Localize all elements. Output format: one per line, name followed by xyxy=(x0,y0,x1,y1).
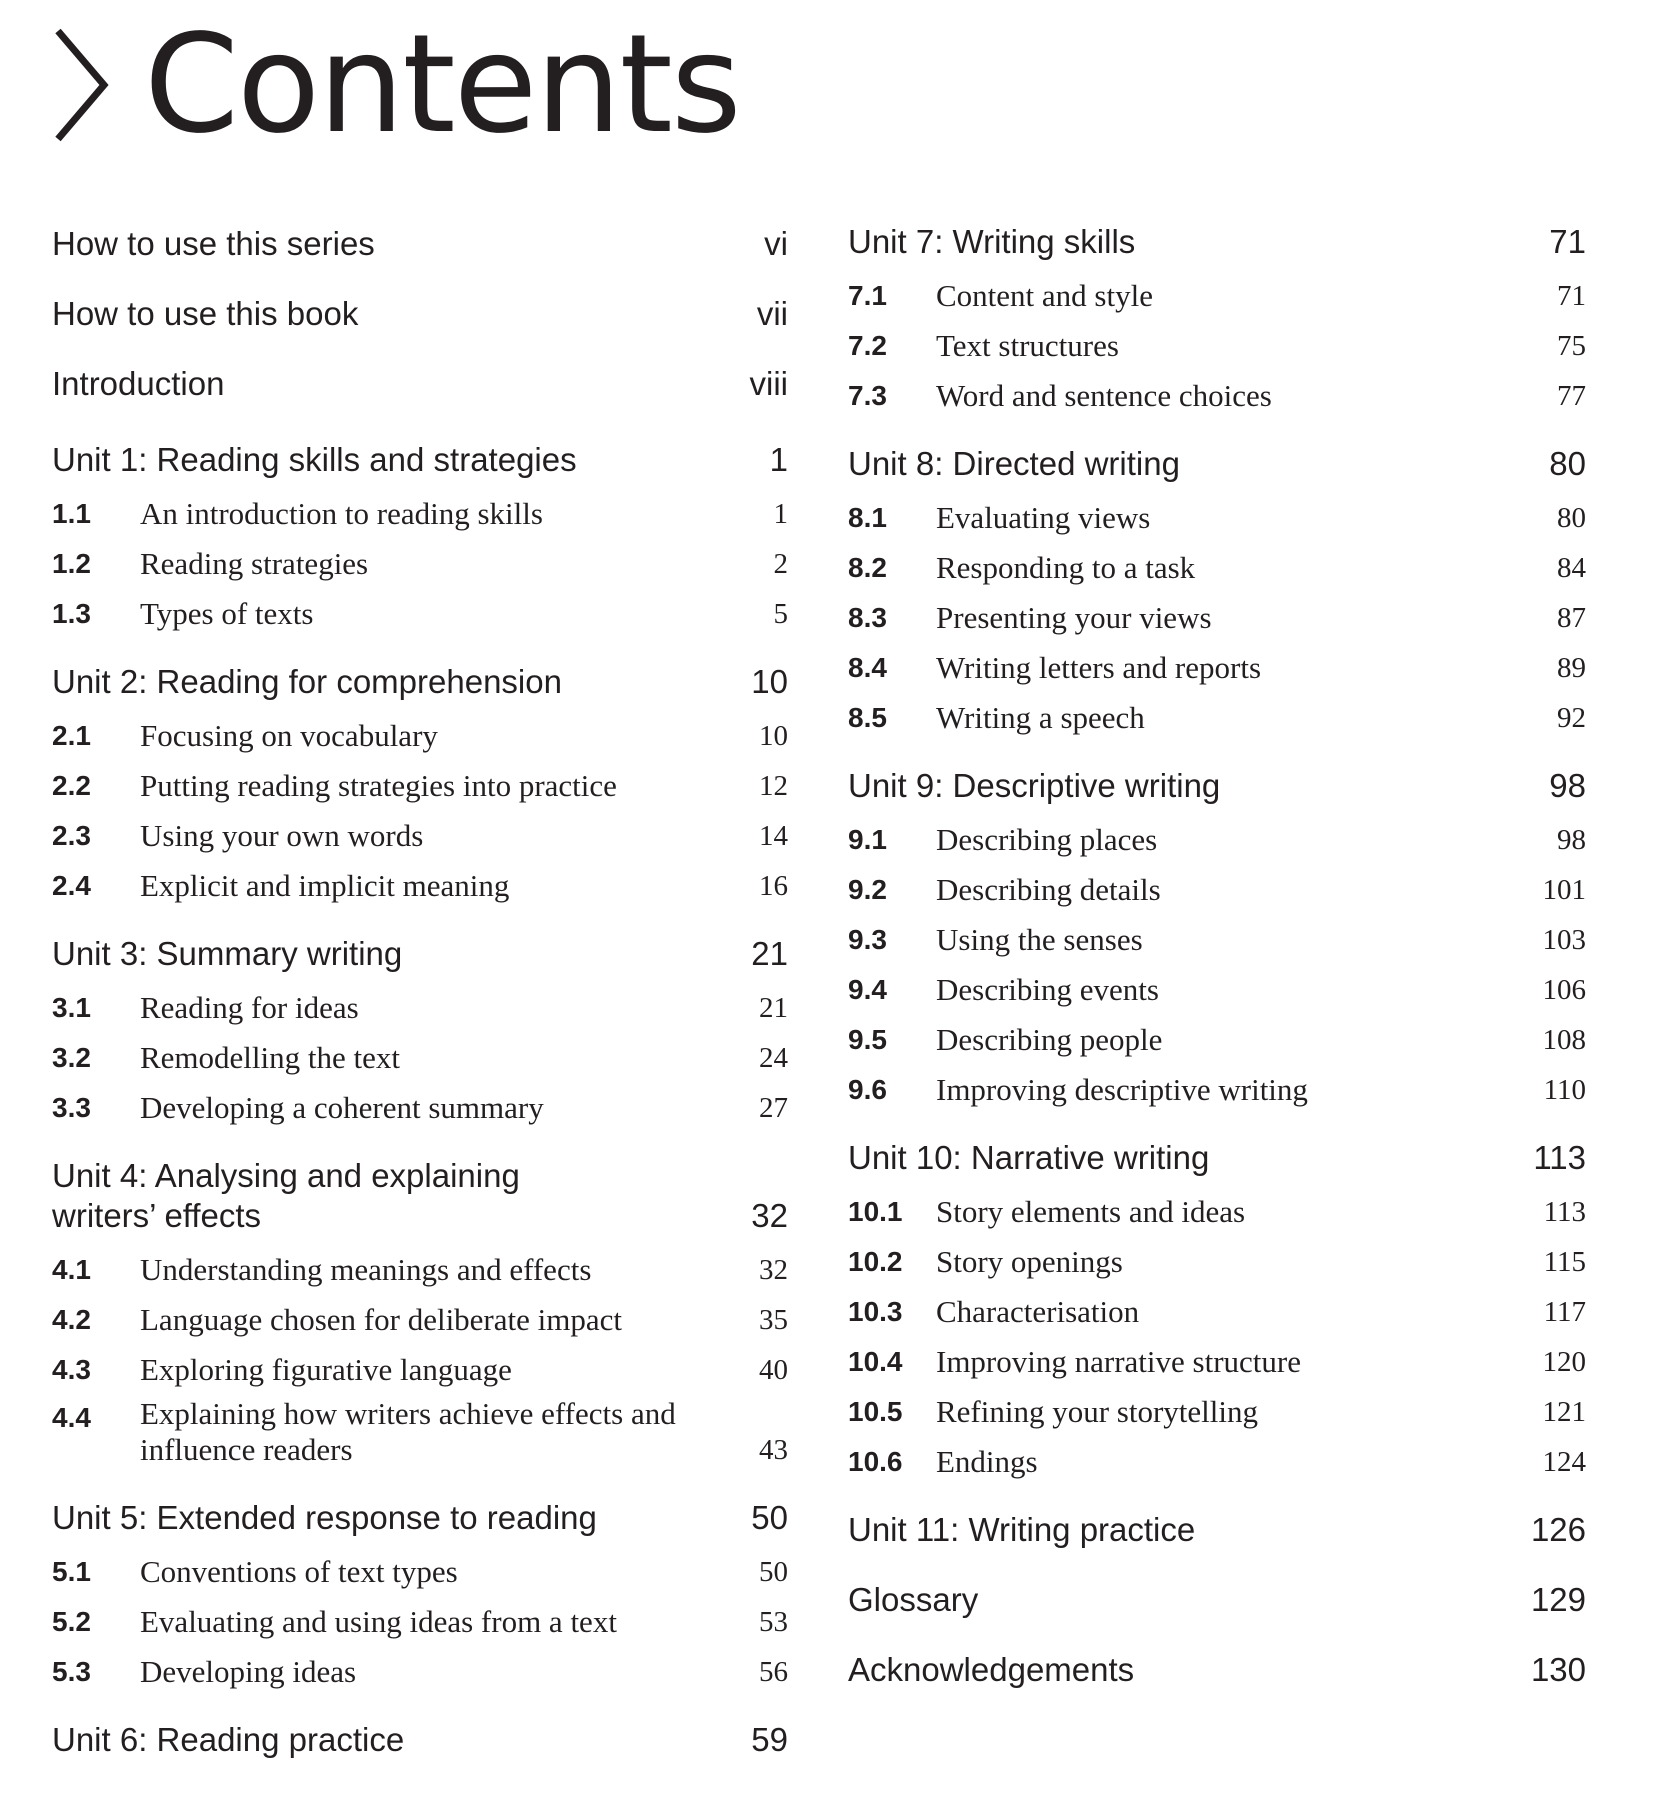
section-title: Developing ideas xyxy=(140,1654,357,1689)
unit-5 xyxy=(52,1498,788,1694)
section-number: 9.2 xyxy=(848,874,887,905)
unit-page: 98 xyxy=(1549,767,1586,804)
section-number: 10.6 xyxy=(848,1446,903,1477)
section-entry[interactable] xyxy=(848,1334,1586,1384)
section-number: 3.1 xyxy=(52,992,91,1023)
section-entry[interactable] xyxy=(848,490,1586,540)
section-entry[interactable] xyxy=(52,1644,788,1694)
section-entry[interactable] xyxy=(52,980,788,1030)
section-entry[interactable] xyxy=(52,1544,788,1594)
section-entry[interactable] xyxy=(52,758,788,808)
section-entry[interactable] xyxy=(52,808,788,858)
section-page: 10 xyxy=(759,720,788,752)
entry-page: viii xyxy=(749,365,788,402)
section-title: Language chosen for deliberate impact xyxy=(140,1302,622,1337)
unit-page: 71 xyxy=(1549,223,1586,260)
section-number: 2.4 xyxy=(52,870,91,901)
section-number: 5.1 xyxy=(52,1556,91,1587)
section-number: 10.3 xyxy=(848,1296,903,1327)
section-page: 106 xyxy=(1542,974,1586,1006)
section-title: Understanding meanings and effects xyxy=(140,1252,592,1287)
section-page: 12 xyxy=(759,770,788,802)
toc-entry-acknowledgements[interactable] xyxy=(848,1646,1586,1716)
section-page: 16 xyxy=(759,870,788,902)
section-number: 4.3 xyxy=(52,1354,91,1385)
unit-heading[interactable] xyxy=(52,662,788,708)
entry-page: 129 xyxy=(1530,1581,1586,1618)
chevron-right-icon xyxy=(50,25,112,145)
section-title: Types of texts xyxy=(140,596,314,631)
section-page: 24 xyxy=(759,1042,788,1074)
section-entry[interactable] xyxy=(848,812,1586,862)
section-page: 117 xyxy=(1543,1296,1586,1328)
section-number: 3.3 xyxy=(52,1092,91,1123)
toc-entry-book[interactable] xyxy=(52,290,788,360)
unit-8 xyxy=(848,444,1586,740)
unit-title: Unit 7: Writing skills xyxy=(848,223,1136,260)
section-entry[interactable] xyxy=(848,1012,1586,1062)
section-number: 10.1 xyxy=(848,1196,903,1227)
section-title: Characterisation xyxy=(936,1294,1140,1329)
section-number: 8.3 xyxy=(848,602,887,633)
section-entry[interactable] xyxy=(848,1284,1586,1334)
section-entry[interactable] xyxy=(848,912,1586,962)
toc-entry-introduction[interactable] xyxy=(52,360,788,430)
section-title: Remodelling the text xyxy=(140,1040,401,1075)
section-entry[interactable] xyxy=(848,368,1586,418)
section-entry[interactable] xyxy=(52,1392,788,1472)
section-title: Writing a speech xyxy=(936,700,1145,735)
section-entry[interactable] xyxy=(848,318,1586,368)
section-title: Evaluating and using ideas from a text xyxy=(140,1604,617,1639)
section-page: 77 xyxy=(1557,380,1586,412)
unit-title xyxy=(52,1156,751,1236)
section-entry[interactable] xyxy=(848,1234,1586,1284)
section-title: Story openings xyxy=(936,1244,1123,1279)
section-entry[interactable] xyxy=(848,640,1586,690)
section-number: 7.1 xyxy=(848,280,887,311)
section-title: Using the senses xyxy=(936,922,1143,957)
section-page: 27 xyxy=(759,1092,788,1124)
unit-title: Unit 10: Narrative writing xyxy=(848,1139,1210,1176)
section-page: 108 xyxy=(1542,1024,1586,1056)
section-number: 4.1 xyxy=(52,1254,91,1285)
section-number: 8.4 xyxy=(848,652,887,683)
unit-title: Unit 2: Reading for comprehension xyxy=(52,663,562,700)
section-title: Evaluating views xyxy=(936,500,1151,535)
section-number: 2.2 xyxy=(52,770,91,801)
unit-page: 80 xyxy=(1549,445,1586,482)
section-page: 21 xyxy=(759,992,788,1024)
unit-title: Unit 1: Reading skills and strategies xyxy=(52,441,577,478)
section-title-line: influence readers xyxy=(140,1432,353,1467)
unit-7 xyxy=(848,222,1586,418)
section-page: 121 xyxy=(1542,1396,1586,1428)
unit-page: 32 xyxy=(751,1197,788,1234)
unit-9 xyxy=(848,766,1586,1112)
toc-right-column xyxy=(848,222,1586,1716)
section-number: 3.2 xyxy=(52,1042,91,1073)
section-page: 89 xyxy=(1557,652,1586,684)
unit-heading[interactable] xyxy=(52,1498,788,1544)
section-title: Responding to a task xyxy=(936,550,1196,585)
section-title: Improving descriptive writing xyxy=(936,1072,1308,1107)
section-page: 43 xyxy=(759,1434,788,1466)
section-entry[interactable] xyxy=(52,1594,788,1644)
section-page: 98 xyxy=(1557,824,1586,856)
section-number: 1.3 xyxy=(52,598,91,629)
section-title: Exploring figurative language xyxy=(140,1352,512,1387)
section-title: Presenting your views xyxy=(936,600,1212,635)
section-page: 103 xyxy=(1542,924,1586,956)
unit-title-line: Unit 4: Analysing and explaining xyxy=(52,1157,520,1194)
section-title: Refining your storytelling xyxy=(936,1394,1259,1429)
entry-title: Acknowledgements xyxy=(848,1651,1135,1688)
unit-page: 21 xyxy=(751,935,788,972)
section-page: 115 xyxy=(1543,1246,1586,1278)
section-page: 120 xyxy=(1542,1346,1586,1378)
section-page: 2 xyxy=(773,548,788,580)
section-page: 50 xyxy=(759,1556,788,1588)
section-number: 9.3 xyxy=(848,924,887,955)
unit-heading[interactable] xyxy=(52,440,788,486)
section-entry[interactable] xyxy=(52,486,788,536)
section-number: 8.5 xyxy=(848,702,887,733)
unit-heading[interactable] xyxy=(52,1720,788,1766)
unit-1 xyxy=(52,440,788,636)
section-number: 10.2 xyxy=(848,1246,903,1277)
section-entry[interactable] xyxy=(848,540,1586,590)
unit-title-line: writers’ effects xyxy=(52,1197,262,1234)
entry-title: How to use this book xyxy=(52,295,359,332)
section-page: 101 xyxy=(1542,874,1586,906)
toc-entry-glossary[interactable] xyxy=(848,1576,1586,1646)
section-page: 40 xyxy=(759,1354,788,1386)
section-number: 7.3 xyxy=(848,380,887,411)
section-entry[interactable] xyxy=(52,1080,788,1130)
section-entry[interactable] xyxy=(52,536,788,586)
section-page: 84 xyxy=(1557,552,1586,584)
section-title: Endings xyxy=(936,1444,1038,1479)
section-title: Describing events xyxy=(936,972,1159,1007)
section-title: Explicit and implicit meaning xyxy=(140,868,510,903)
section-title xyxy=(140,1396,759,1472)
section-page: 14 xyxy=(759,820,788,852)
section-entry[interactable] xyxy=(848,1384,1586,1434)
section-title: Describing details xyxy=(936,872,1161,907)
section-entry[interactable] xyxy=(848,268,1586,318)
section-title: Putting reading strategies into practice xyxy=(140,768,617,803)
section-page: 80 xyxy=(1557,502,1586,534)
page-header xyxy=(50,6,740,164)
unit-3 xyxy=(52,934,788,1130)
section-entry[interactable] xyxy=(52,858,788,908)
unit-title: Unit 11: Writing practice xyxy=(848,1511,1196,1548)
section-number: 2.1 xyxy=(52,720,91,751)
unit-page: 59 xyxy=(751,1721,788,1758)
section-number: 2.3 xyxy=(52,820,91,851)
section-entry[interactable] xyxy=(52,708,788,758)
section-title: Focusing on vocabulary xyxy=(140,718,438,753)
unit-title: Unit 6: Reading practice xyxy=(52,1721,405,1758)
section-number: 10.4 xyxy=(848,1346,903,1377)
section-title: Writing letters and reports xyxy=(936,650,1262,685)
entry-page: 130 xyxy=(1530,1651,1586,1688)
section-number: 1.1 xyxy=(52,498,91,529)
unit-page: 126 xyxy=(1530,1511,1586,1548)
unit-11 xyxy=(848,1510,1586,1556)
entry-title: How to use this series xyxy=(52,225,375,262)
section-title: Describing places xyxy=(936,822,1158,857)
unit-page: 50 xyxy=(751,1499,788,1536)
section-entry[interactable] xyxy=(52,1292,788,1342)
section-title: Story elements and ideas xyxy=(936,1194,1246,1229)
section-entry[interactable] xyxy=(848,962,1586,1012)
unit-2 xyxy=(52,662,788,908)
section-number: 9.4 xyxy=(848,974,887,1005)
section-number: 5.2 xyxy=(52,1606,91,1637)
entry-page: vi xyxy=(764,225,788,262)
unit-heading[interactable] xyxy=(848,766,1586,812)
toc-entry-series[interactable] xyxy=(52,220,788,290)
section-title: Reading strategies xyxy=(140,546,369,581)
section-entry[interactable] xyxy=(848,690,1586,740)
section-number: 9.6 xyxy=(848,1074,887,1105)
section-page: 75 xyxy=(1557,330,1586,362)
section-entry[interactable] xyxy=(848,1062,1586,1112)
unit-title: Unit 5: Extended response to reading xyxy=(52,1499,597,1536)
unit-heading[interactable] xyxy=(848,222,1586,268)
unit-heading[interactable] xyxy=(848,444,1586,490)
section-page: 71 xyxy=(1557,280,1586,312)
section-number: 5.3 xyxy=(52,1656,91,1687)
section-title: Reading for ideas xyxy=(140,990,359,1025)
unit-page: 1 xyxy=(769,441,788,478)
section-title: Text structures xyxy=(936,328,1119,363)
section-page: 113 xyxy=(1543,1196,1586,1228)
section-number: 8.2 xyxy=(848,552,887,583)
section-title: Using your own words xyxy=(140,818,424,853)
section-entry[interactable] xyxy=(52,1030,788,1080)
section-title: Conventions of text types xyxy=(140,1554,458,1589)
unit-page: 10 xyxy=(751,663,788,700)
unit-10 xyxy=(848,1138,1586,1484)
section-number: 7.2 xyxy=(848,330,887,361)
unit-heading[interactable] xyxy=(848,1138,1586,1184)
section-title: An introduction to reading skills xyxy=(140,496,543,531)
unit-title: Unit 3: Summary writing xyxy=(52,935,403,972)
unit-heading[interactable] xyxy=(52,1156,788,1242)
section-number: 8.1 xyxy=(848,502,887,533)
section-number: 9.5 xyxy=(848,1024,887,1055)
unit-6 xyxy=(52,1720,788,1766)
section-entry[interactable] xyxy=(848,862,1586,912)
section-entry[interactable] xyxy=(848,590,1586,640)
section-title: Content and style xyxy=(936,278,1153,313)
page-title: Contents xyxy=(144,6,740,164)
section-entry[interactable] xyxy=(52,586,788,636)
entry-title: Introduction xyxy=(52,365,225,402)
section-page: 35 xyxy=(759,1304,788,1336)
section-number: 1.2 xyxy=(52,548,91,579)
section-title: Describing people xyxy=(936,1022,1163,1057)
section-number: 9.1 xyxy=(848,824,887,855)
section-page: 56 xyxy=(759,1656,788,1688)
section-page: 5 xyxy=(773,598,788,630)
section-page: 110 xyxy=(1543,1074,1586,1106)
section-page: 92 xyxy=(1557,702,1586,734)
section-number: 4.2 xyxy=(52,1304,91,1335)
unit-title: Unit 8: Directed writing xyxy=(848,445,1180,482)
section-page: 87 xyxy=(1557,602,1586,634)
section-entry[interactable] xyxy=(52,1242,788,1292)
unit-4 xyxy=(52,1156,788,1472)
unit-heading[interactable] xyxy=(52,934,788,980)
section-page: 1 xyxy=(773,498,788,530)
section-title: Developing a coherent summary xyxy=(140,1090,544,1125)
section-title: Improving narrative structure xyxy=(936,1344,1301,1379)
section-number: 4.4 xyxy=(52,1402,91,1433)
section-page: 32 xyxy=(759,1254,788,1286)
section-page: 124 xyxy=(1542,1446,1586,1478)
section-page: 53 xyxy=(759,1606,788,1638)
section-entry[interactable] xyxy=(848,1184,1586,1234)
unit-title: Unit 9: Descriptive writing xyxy=(848,767,1221,804)
entry-page: vii xyxy=(756,295,788,332)
section-entry[interactable] xyxy=(52,1342,788,1392)
unit-heading[interactable] xyxy=(848,1510,1586,1556)
section-title-line: Explaining how writers achieve effects and xyxy=(140,1396,676,1431)
unit-page: 113 xyxy=(1533,1139,1586,1176)
entry-title: Glossary xyxy=(848,1581,979,1618)
section-title: Word and sentence choices xyxy=(936,378,1272,413)
section-entry[interactable] xyxy=(848,1434,1586,1484)
toc-left-column xyxy=(52,220,788,1766)
section-number: 10.5 xyxy=(848,1396,903,1427)
